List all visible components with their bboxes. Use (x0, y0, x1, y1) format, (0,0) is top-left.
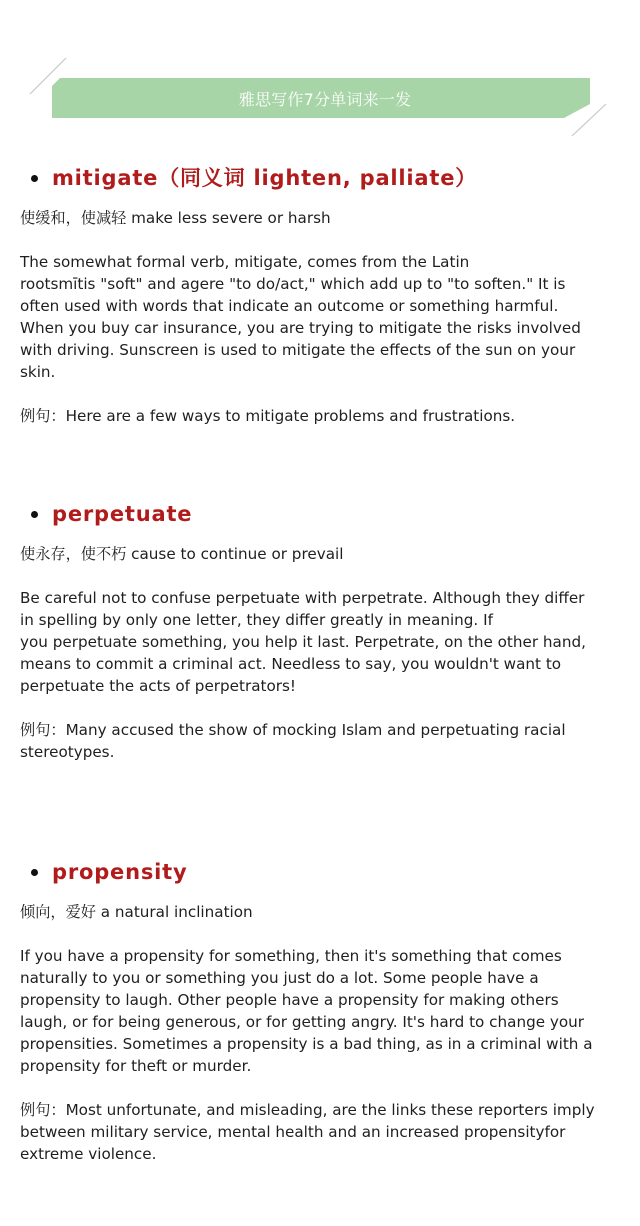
example-sentence: 例句：Many accused the show of mocking Islam and perpetuating racial (20, 721, 566, 739)
title-banner (0, 0, 640, 160)
explanation-line: rootsmītis "soft" and agere "to do/act," which add up to "to soften." It is (20, 275, 566, 293)
explanation-line: When you buy car insurance, you are trying to mitigate the risks involved (20, 319, 581, 337)
headword-text: perpetuate (52, 502, 193, 526)
explanation-line: you perpetuate something, you help it last. Perpetrate, on the other hand, (20, 633, 586, 651)
headword-text: mitigate（同义词 lighten, palliate） (52, 166, 478, 190)
explanation-line: laugh, or for being generous, or for getting angry. It's hard to change your (20, 1013, 585, 1031)
explanation-line: means to commit a criminal act. Needless to say, you wouldn't want to (20, 655, 562, 673)
example-sentence: extreme violence. (20, 1145, 157, 1163)
explanation-line: often used with words that indicate an outcome or something harmful. (20, 297, 559, 315)
headword-text: propensity (52, 860, 188, 884)
bullet-icon (31, 511, 38, 518)
explanation-line: propensity for theft or murder. (20, 1057, 252, 1075)
explanation-line: skin. (20, 363, 56, 381)
vocab-entry-perpetuate (20, 499, 615, 763)
bullet-icon (31, 175, 38, 182)
example-sentence: between military service, mental health and an increased propensityfor (20, 1123, 566, 1141)
vocab-entry-mitigate (20, 163, 615, 427)
explanation-line: propensities. Sometimes a propensity is a bad thing, as in a criminal with a (20, 1035, 593, 1053)
explanation-line: If you have a propensity for something, then it's something that comes (20, 947, 562, 965)
explanation-line: perpetuate the acts of perpetrators! (20, 677, 297, 695)
definition: 倾向，爱好 a natural inclination (20, 903, 253, 921)
example-sentence: 例句：Most unfortunate, and misleading, are the links these reporters imply (20, 1101, 595, 1119)
explanation-line: Be careful not to confuse perpetuate with perpetrate. Although they differ (20, 589, 585, 607)
headword (20, 499, 615, 529)
example-sentence: 例句：Here are a few ways to mitigate problems and frustrations. (20, 407, 516, 425)
explanation-line: The somewhat formal verb, mitigate, comes from the Latin (20, 253, 470, 271)
bullet-icon (31, 869, 38, 876)
definition: 使缓和，使减轻 make less severe or harsh (20, 209, 331, 227)
explanation-line: in spelling by only one letter, they differ greatly in meaning. If (20, 611, 493, 629)
explanation-line: naturally to you or something you just do a lot. Some people have a (20, 969, 539, 987)
example-sentence: stereotypes. (20, 743, 115, 761)
headword (20, 857, 615, 887)
explanation-line: propensity to laugh. Other people have a propensity for making others (20, 991, 559, 1009)
headword (20, 163, 615, 193)
explanation-line: with driving. Sunscreen is used to mitigate the effects of the sun on your (20, 341, 576, 359)
definition: 使永存，使不朽 cause to continue or prevail (20, 545, 344, 563)
banner-title: 雅思写作7分单词来一发 (238, 90, 412, 109)
vocab-entry-propensity (20, 857, 615, 1165)
